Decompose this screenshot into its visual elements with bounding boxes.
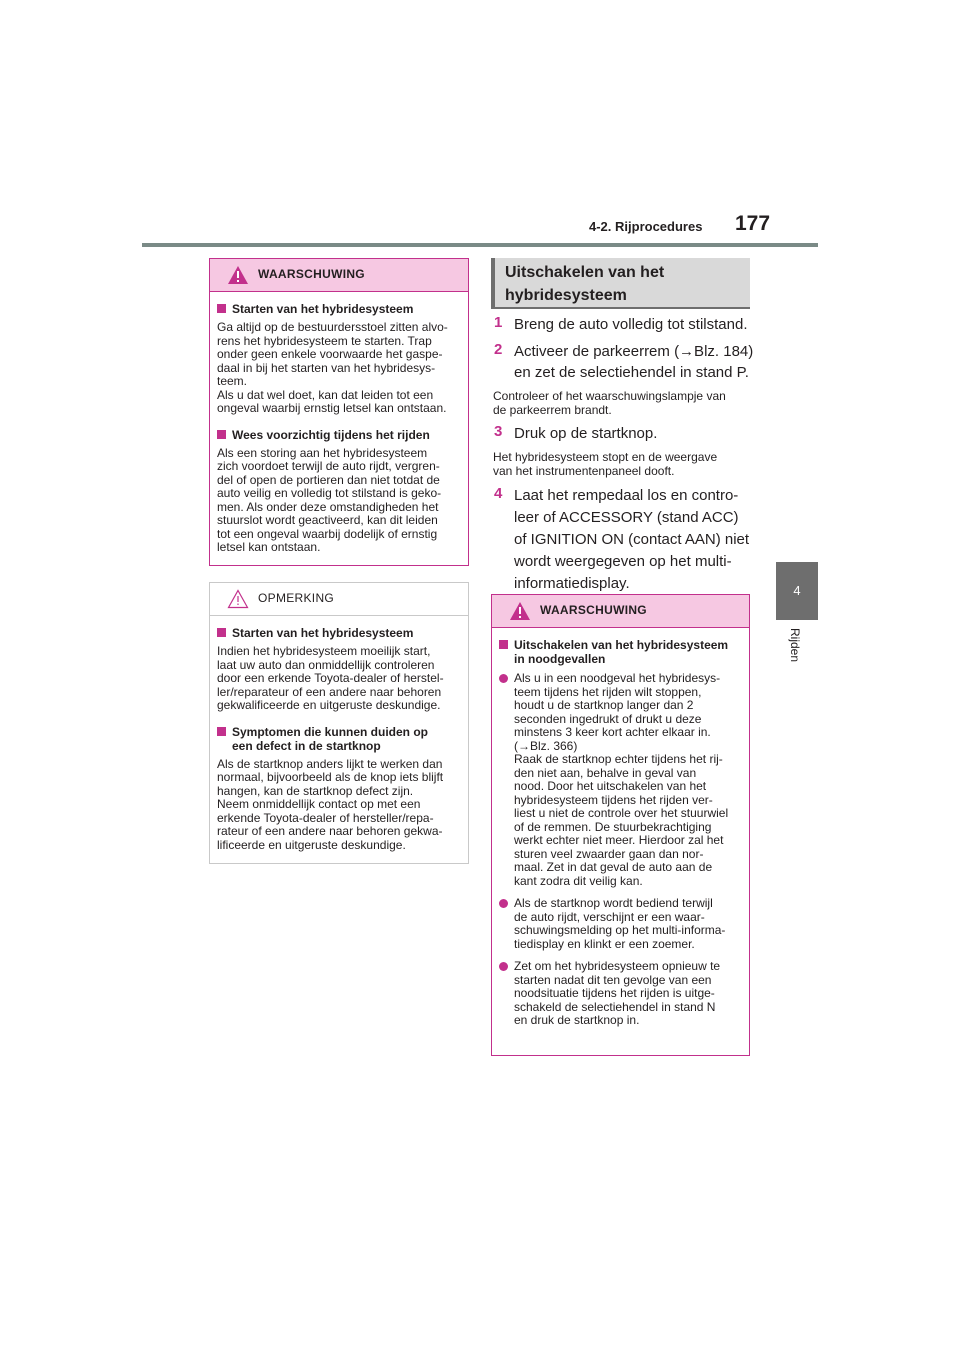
note-subheading: Starten van het hybridesysteem xyxy=(217,626,458,640)
step-text: Breng de auto volledig tot stilstand. xyxy=(514,316,748,333)
warning-title: WAARSCHUWING xyxy=(540,603,647,617)
step-4 xyxy=(494,485,749,595)
warning-paragraph: Ga altijd op de bestuurdersstoel zitten alvo- rens het hybridesysteem te starten. Trap onder geen enkele voorwaarde het gaspe- daal in bij het starten van het hybridesys- teem. Als u dat wel doet, kan dat leiden tot een ongeval waarbij ernstig letsel kan ontstaan. xyxy=(217,320,448,415)
square-bullet-icon xyxy=(217,430,226,439)
note-paragraph: Als de startknop anders lijkt te werken dan normaal, bijvoorbeeld als de knop iets blijft hangen, kan de startknop defect zijn. Neem onmiddellijk contact op met een erkende Toyota-dealer of hersteller/repa- rateur of een andere naar behoren gekwa- lificeerde en uitgeruste deskundige. xyxy=(217,756,444,852)
warning-box-emergency xyxy=(491,594,750,1056)
note-title: OPMERKING xyxy=(258,591,335,605)
warning-box-header xyxy=(210,259,468,292)
note-box-header xyxy=(210,583,468,616)
warning-triangle-icon xyxy=(227,265,249,285)
section-header: 4-2. Rijprocedures xyxy=(589,219,703,234)
note-subheading: Symptomen die kunnen duiden op een defect in de startknop xyxy=(217,725,458,753)
warning-box-start xyxy=(209,258,469,566)
round-bullet-icon xyxy=(499,674,508,683)
chapter-name xyxy=(786,628,806,688)
chapter-name-text: Rijden xyxy=(788,628,802,663)
step-note: Controleer of het waarschuwingslampje van de parkeerrem brandt. xyxy=(493,389,726,417)
square-bullet-icon xyxy=(217,727,226,736)
caution-triangle-icon xyxy=(227,589,249,609)
step-1 xyxy=(494,314,747,335)
step-text: Laat het rempedaal los en contro- leer of ACCESSORY (stand ACC) of IGNITION ON (contact AAN) niet wordt weergegeven op het multi- informatiedisplay. xyxy=(514,487,750,592)
warning-title: WAARSCHUWING xyxy=(258,267,365,281)
square-bullet-icon xyxy=(217,628,226,637)
warning-triangle-icon xyxy=(509,601,531,621)
bullet-item: Zet om het hybridesysteem opnieuw te starten nadat dit ten gevolge van een noodsituatie tijdens het rijden is uitge- schakeld de selectiehendel in stand N en druk de startknop in. xyxy=(499,960,739,1028)
step-number: 1 xyxy=(494,314,503,331)
step-3 xyxy=(494,423,657,444)
note-box xyxy=(209,582,469,864)
step-note: Het hybridesysteem stopt en de weergave van het instrumentenpaneel dooft. xyxy=(493,450,718,478)
warning-subheading: Starten van het hybridesysteem xyxy=(217,302,458,316)
chapter-tab: 4 xyxy=(776,562,818,620)
step-text: Activeer de parkeerrem (→Blz. 184) en zet de selectiehendel in stand P. xyxy=(514,343,754,381)
round-bullet-icon xyxy=(499,962,508,971)
step-number: 4 xyxy=(494,485,503,502)
warning-paragraph: Als een storing aan het hybridesysteem zich voordoet terwijl de auto rijdt, vergren- del of open de portieren dan niet totdat de auto veilig en volledig tot stilstand is geko- men. Als onder deze omstandigheden het stuurslot wordt geactiveerd, kan dit leiden tot een ongeval waarbij dodelijk of ernstig letsel kan ontstaan. xyxy=(217,445,442,554)
square-bullet-icon xyxy=(499,640,508,649)
round-bullet-icon xyxy=(499,899,508,908)
note-paragraph: Indien het hybridesysteem moeilijk start, laat uw auto dan onmiddellijk controleren door een erkende Toyota-dealer of herstel- ler/reparateur of een andere naar behoren gekwalificeerde en uitgeruste deskundige. xyxy=(217,644,444,712)
bullet-item: Als u in een noodgeval het hybridesys- teem tijdens het rijden wilt stoppen, houdt u de startknop langer dan 2 seconden ingedrukt of drukt u deze minstens 3 keer kort achter elkaar in. (→Blz. 366) Raak de startknop echter tijdens het rij- den niet aan, behalve in geval van nood. Door het uitschakelen van het hybridesysteem tijdens het rijden ver- liest u niet de controle over het stuurwiel of de remmen. De stuurbekrachtiging werkt echter niet meer. Hierdoor zal het sturen veel zwaarder gaan dan nor- maal. Zet in dat geval de auto aan de kant zodra dit veilig kan. xyxy=(499,672,739,888)
warning-subheading: Wees voorzichtig tijdens het rijden xyxy=(217,428,458,442)
step-number: 3 xyxy=(494,423,503,440)
warning-box-header xyxy=(492,595,749,628)
square-bullet-icon xyxy=(217,304,226,313)
step-text: Druk op de startknop. xyxy=(514,425,658,442)
bullet-item: Als de startknop wordt bediend terwijl de auto rijdt, verschijnt er een waar- schuwingsmelding op het multi-informa- tiedisplay en klinkt er een zoemer. xyxy=(499,897,739,951)
step-number: 2 xyxy=(494,341,503,358)
section-heading: Uitschakelen van het hybridesysteem xyxy=(491,258,750,309)
page-number: 177 xyxy=(735,212,771,235)
step-2 xyxy=(494,341,753,383)
warning-subheading: Uitschakelen van het hybridesysteem in noodgevallen xyxy=(499,638,739,666)
header-rule xyxy=(142,243,818,247)
